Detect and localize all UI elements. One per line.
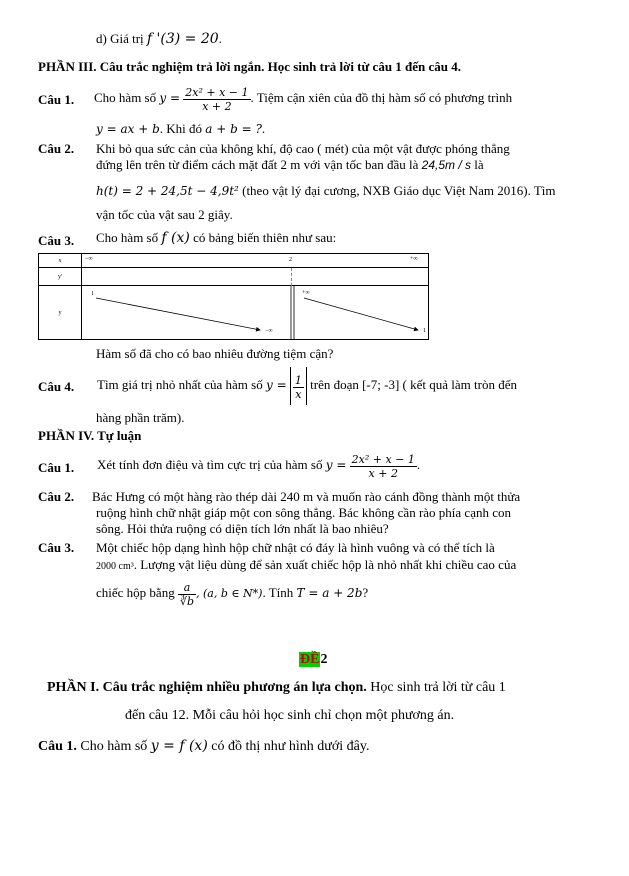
- exam2-q1-func: y = f (x): [150, 738, 208, 754]
- part3-q1-label: Câu 1.: [38, 92, 75, 107]
- q1-text-c: . Khi đó: [159, 121, 202, 136]
- p4q1-text: Xét tính đơn điệu và tìm cực trị của hàm số: [97, 457, 323, 472]
- vt-x-label: x: [39, 254, 82, 268]
- vt-x-row: [82, 254, 429, 268]
- part4-q2-label: Câu 2.: [38, 489, 75, 504]
- p4q1-func-y: y =: [325, 458, 347, 472]
- exam2-title: [299, 651, 327, 668]
- p4q1-fraction: [350, 453, 417, 480]
- part4-q2-line3: sông. Hỏi thửa ruộng có diện tích lớn nhất là bao nhiêu?: [96, 521, 389, 536]
- q2-line3-text: (theo vật lý đại cương, NXB Giáo dục Việt Nam 2016). Tìm: [242, 183, 556, 198]
- exam2-q1-text-a: Cho hàm số: [80, 739, 148, 754]
- p4q1-frac-den: x + 2: [368, 466, 398, 480]
- q2-speed: 24,5m / s: [421, 158, 472, 172]
- part3-q3-question: Hàm số đã cho có bao nhiêu đường tiệm cận?: [96, 346, 334, 361]
- item-d-expr: f '(3) = 20: [146, 31, 219, 47]
- q1-text-a: Cho hàm số: [94, 90, 157, 105]
- q4-abs: [290, 367, 307, 405]
- part3-q2-line2: [96, 157, 484, 173]
- part3-q2-line3: [96, 183, 556, 199]
- part3-q2-line1: Khi bỏ qua sức cản của không khí, độ cao ( mét) của một vật được phóng thẳng: [96, 141, 510, 156]
- q2-line2-end: là: [474, 157, 484, 172]
- part3-q3-line: [96, 230, 336, 246]
- vt-x-mid: 2: [289, 257, 292, 263]
- vt-y-row: [82, 286, 429, 340]
- p4q3-line3-b: . Tính: [262, 585, 294, 600]
- vt-y-mid-right: +∞: [302, 290, 310, 296]
- exam2-part1-line2: đến câu 12. Mỗi câu hỏi học sinh chỉ chọn một phương án.: [125, 708, 455, 723]
- part4-q1-label: Câu 1.: [38, 460, 75, 475]
- vt-y-start: 1: [91, 291, 94, 297]
- p4q3-frac-den: ∛b: [179, 594, 195, 608]
- vt-y-end: 1: [423, 328, 426, 334]
- part3-q2-line4: vận tốc của vật sau 2 giây.: [96, 207, 233, 222]
- part4-q3-line2: [96, 557, 516, 573]
- exam2-part1-bold: PHẦN I. Câu trắc nghiệm nhiều phương án lựa chọn.: [47, 680, 367, 695]
- q2-func: h(t) = 2 + 24,5t − 4,9t²: [96, 184, 239, 198]
- vt-yp-dash: [291, 268, 292, 286]
- vt-y-mid-left: −∞: [265, 328, 273, 334]
- exam2-q1-label: Câu 1.: [38, 739, 77, 754]
- p4q1-frac-num: 2x² + x − 1: [351, 452, 415, 466]
- q1-text-b: . Tiệm cận xiên của đồ thị hàm số có phương trình: [250, 90, 513, 105]
- q1-text-d: .: [261, 121, 266, 136]
- exam2-q1-line: [38, 738, 369, 755]
- item-d-end: .: [218, 31, 222, 46]
- vt-yp-label: y': [39, 268, 82, 286]
- q3-text-b: có bảng biến thiên như sau:: [193, 230, 337, 245]
- exam2-part1-line1: [47, 680, 506, 696]
- q1-fraction: [183, 86, 250, 113]
- q4-text-b: trên đoạn [-7; -3] ( kết quả làm tròn đến: [310, 377, 517, 392]
- part4-q2-line2: ruộng hình chữ nhật giáp một con sông thẳng. Bác không cần rào phía cạnh con: [96, 505, 511, 520]
- part3-q4-label: Câu 4.: [38, 379, 75, 394]
- part4-q3-line3: [96, 576, 368, 611]
- q1-frac-den: x + 2: [202, 99, 232, 113]
- p4q1-end: .: [416, 457, 421, 472]
- p4q3-target: T = a + 2b: [296, 586, 363, 600]
- q1-eq2: a + b = ?: [205, 122, 262, 136]
- vt-arrow-left: [96, 298, 260, 330]
- part3-heading: PHẦN III. Câu trắc nghiệm trả lời ngắn. Học sinh trả lời từ câu 1 đến câu 4.: [38, 59, 462, 74]
- item-d-label: d) Giá trị: [96, 31, 144, 46]
- p4q3-frac-num: a: [178, 581, 196, 595]
- part4-q3-label: Câu 3.: [38, 540, 75, 555]
- exam2-title-num: 2: [320, 652, 328, 667]
- q2-line2-text: đứng lên trên từ điểm cách mặt đất 2 m với vận tốc ban đầu là: [96, 157, 419, 172]
- vt-x-left: −∞: [85, 256, 93, 262]
- part4-q1-line: [97, 448, 420, 482]
- q4-frac-num: 1: [294, 373, 302, 387]
- part3-q4-line2: hàng phần trăm).: [96, 410, 185, 425]
- q1-eq: y = ax + b: [96, 122, 160, 136]
- p4q3-fraction: [178, 581, 196, 608]
- exam2-title-word: ĐỀ: [300, 652, 320, 667]
- q4-text-a: Tìm giá trị nhỏ nhất của hàm số: [97, 377, 263, 392]
- part3-q3-label: Câu 3.: [38, 233, 75, 248]
- vt-arrows: [82, 286, 431, 340]
- vt-yp-row: [82, 268, 429, 286]
- exam2-part1-rest: Học sinh trả lời từ câu 1: [370, 680, 506, 695]
- q4-func-y: y =: [265, 378, 287, 392]
- vt-y-label: y: [39, 286, 82, 340]
- vt-x-right: +∞: [410, 256, 418, 262]
- q1-frac-num: 2x² + x − 1: [185, 85, 249, 99]
- p4q3-line2-text: . Lượng vật liệu dùng để sản xuất chiếc hộp là nhỏ nhất khi chiều cao của: [133, 557, 517, 572]
- p4q3-volume: 2000 cm³: [96, 561, 134, 572]
- part3-q1-line1: [94, 81, 512, 115]
- q3-func: f (x): [161, 230, 190, 246]
- part3-q2-label: Câu 2.: [38, 141, 75, 156]
- q1-func-y: y =: [159, 91, 181, 105]
- p4q3-line3-a: chiếc hộp bằng: [96, 585, 175, 600]
- q3-text-a: Cho hàm số: [96, 230, 159, 245]
- q4-frac-den: x: [295, 387, 302, 401]
- p4q3-cond: , (a, b ∈ N*): [196, 587, 263, 600]
- vt-arrow-right: [304, 298, 418, 330]
- variation-table: [38, 253, 429, 340]
- part4-q3-line1: Một chiếc hộp dạng hình hộp chữ nhật có đáy là hình vuông và có thể tích là: [96, 540, 495, 555]
- exam2-q1-text-b: có đồ thị như hình dưới đây.: [211, 739, 370, 754]
- q4-fraction: [293, 374, 304, 401]
- part3-q1-line2: [96, 121, 265, 137]
- part3-q4-line1: [97, 366, 517, 405]
- part4-heading: PHẦN IV. Tự luận: [38, 428, 142, 443]
- part4-q2-line1: Bác Hưng có một hàng rào thép dài 240 m và muốn rào cánh đồng thành một thửa: [92, 489, 521, 504]
- p4q3-qmark: ?: [362, 585, 369, 600]
- item-d-line: [96, 31, 222, 47]
